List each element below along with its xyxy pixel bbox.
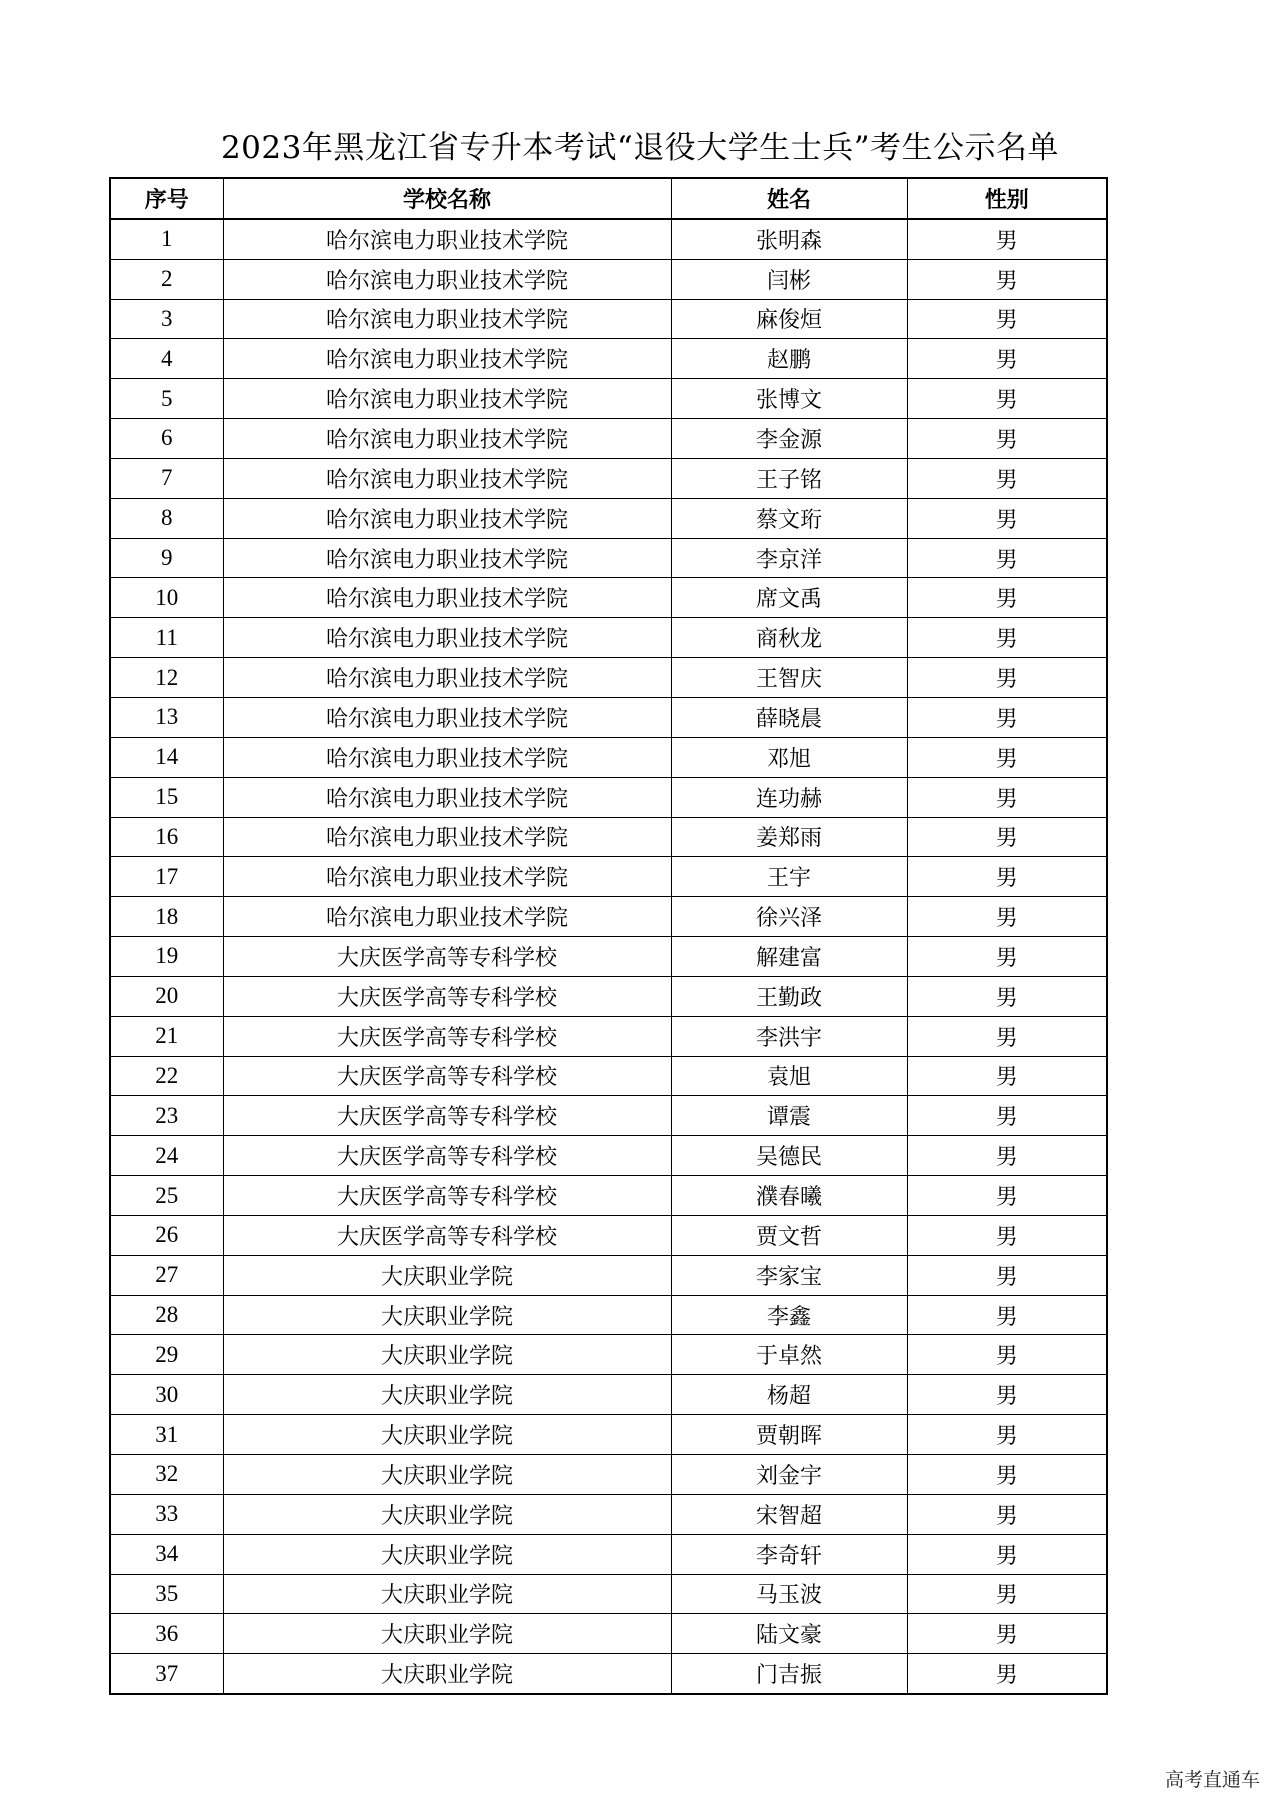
table-row xyxy=(110,777,1107,817)
cell-school: 大庆职业学院 xyxy=(223,1415,671,1455)
cell-gender: 男 xyxy=(907,857,1107,897)
cell-name: 席文禹 xyxy=(671,578,907,618)
cell-school: 大庆医学高等专科学校 xyxy=(223,1176,671,1216)
cell-gender: 男 xyxy=(907,737,1107,777)
table-row xyxy=(110,737,1107,777)
table-row xyxy=(110,897,1107,937)
cell-index: 9 xyxy=(110,538,223,578)
cell-school: 大庆医学高等专科学校 xyxy=(223,976,671,1016)
cell-school: 大庆医学高等专科学校 xyxy=(223,937,671,977)
cell-gender: 男 xyxy=(907,937,1107,977)
table-row xyxy=(110,498,1107,538)
header-name: 姓名 xyxy=(671,178,907,219)
table-row xyxy=(110,1096,1107,1136)
cell-gender: 男 xyxy=(907,1215,1107,1255)
cell-gender: 男 xyxy=(907,1415,1107,1455)
header-index: 序号 xyxy=(110,178,223,219)
cell-school: 大庆职业学院 xyxy=(223,1574,671,1614)
cell-gender: 男 xyxy=(907,1455,1107,1495)
cell-gender: 男 xyxy=(907,976,1107,1016)
cell-index: 16 xyxy=(110,817,223,857)
cell-gender: 男 xyxy=(907,1176,1107,1216)
table-row xyxy=(110,1056,1107,1096)
cell-name: 马玉波 xyxy=(671,1574,907,1614)
cell-school: 大庆医学高等专科学校 xyxy=(223,1136,671,1176)
cell-index: 23 xyxy=(110,1096,223,1136)
cell-index: 30 xyxy=(110,1375,223,1415)
cell-school: 哈尔滨电力职业技术学院 xyxy=(223,578,671,618)
candidate-table xyxy=(109,177,1108,1695)
table-row xyxy=(110,1455,1107,1495)
table-row xyxy=(110,339,1107,379)
cell-index: 5 xyxy=(110,379,223,419)
cell-name: 门吉振 xyxy=(671,1654,907,1694)
table-row xyxy=(110,419,1107,459)
cell-index: 18 xyxy=(110,897,223,937)
cell-name: 谭震 xyxy=(671,1096,907,1136)
cell-index: 10 xyxy=(110,578,223,618)
cell-name: 贾文哲 xyxy=(671,1215,907,1255)
table-body xyxy=(110,219,1107,1694)
watermark: 高考直通车 xyxy=(1164,1769,1260,1791)
cell-index: 6 xyxy=(110,419,223,459)
cell-index: 11 xyxy=(110,618,223,658)
table-row xyxy=(110,538,1107,578)
cell-name: 薛晓晨 xyxy=(671,697,907,737)
table-row xyxy=(110,1215,1107,1255)
table-row xyxy=(110,618,1107,658)
cell-index: 36 xyxy=(110,1614,223,1654)
cell-school: 大庆医学高等专科学校 xyxy=(223,1016,671,1056)
cell-school: 大庆职业学院 xyxy=(223,1614,671,1654)
table-row xyxy=(110,219,1107,259)
cell-index: 26 xyxy=(110,1215,223,1255)
cell-name: 连功赫 xyxy=(671,777,907,817)
cell-name: 邓旭 xyxy=(671,737,907,777)
cell-name: 王勤政 xyxy=(671,976,907,1016)
cell-gender: 男 xyxy=(907,419,1107,459)
cell-gender: 男 xyxy=(907,1494,1107,1534)
cell-name: 陆文豪 xyxy=(671,1614,907,1654)
table-row xyxy=(110,379,1107,419)
cell-index: 15 xyxy=(110,777,223,817)
cell-school: 大庆职业学院 xyxy=(223,1654,671,1694)
cell-school: 大庆职业学院 xyxy=(223,1255,671,1295)
cell-index: 21 xyxy=(110,1016,223,1056)
cell-index: 37 xyxy=(110,1654,223,1694)
cell-gender: 男 xyxy=(907,897,1107,937)
cell-name: 王宇 xyxy=(671,857,907,897)
cell-name: 李鑫 xyxy=(671,1295,907,1335)
cell-gender: 男 xyxy=(907,498,1107,538)
cell-name: 解建富 xyxy=(671,937,907,977)
cell-gender: 男 xyxy=(907,1016,1107,1056)
table-header-row xyxy=(110,178,1107,219)
cell-school: 大庆职业学院 xyxy=(223,1455,671,1495)
cell-index: 35 xyxy=(110,1574,223,1614)
cell-school: 哈尔滨电力职业技术学院 xyxy=(223,777,671,817)
cell-name: 李金源 xyxy=(671,419,907,459)
cell-gender: 男 xyxy=(907,1255,1107,1295)
table-row xyxy=(110,1654,1107,1694)
cell-gender: 男 xyxy=(907,1614,1107,1654)
cell-index: 20 xyxy=(110,976,223,1016)
cell-name: 张博文 xyxy=(671,379,907,419)
table-row xyxy=(110,1534,1107,1574)
cell-index: 2 xyxy=(110,259,223,299)
cell-school: 哈尔滨电力职业技术学院 xyxy=(223,259,671,299)
table-row xyxy=(110,299,1107,339)
cell-name: 姜郑雨 xyxy=(671,817,907,857)
table-row xyxy=(110,1375,1107,1415)
cell-index: 4 xyxy=(110,339,223,379)
cell-name: 蔡文珩 xyxy=(671,498,907,538)
cell-name: 闫彬 xyxy=(671,259,907,299)
cell-name: 刘金宇 xyxy=(671,1455,907,1495)
cell-school: 哈尔滨电力职业技术学院 xyxy=(223,817,671,857)
cell-gender: 男 xyxy=(907,299,1107,339)
cell-index: 8 xyxy=(110,498,223,538)
cell-name: 于卓然 xyxy=(671,1335,907,1375)
cell-name: 李家宝 xyxy=(671,1255,907,1295)
cell-school: 大庆医学高等专科学校 xyxy=(223,1056,671,1096)
cell-school: 哈尔滨电力职业技术学院 xyxy=(223,897,671,937)
table-row xyxy=(110,1295,1107,1335)
cell-index: 25 xyxy=(110,1176,223,1216)
cell-gender: 男 xyxy=(907,1096,1107,1136)
cell-index: 29 xyxy=(110,1335,223,1375)
cell-school: 哈尔滨电力职业技术学院 xyxy=(223,379,671,419)
cell-gender: 男 xyxy=(907,578,1107,618)
table-row xyxy=(110,857,1107,897)
table-row xyxy=(110,259,1107,299)
header-gender: 性别 xyxy=(907,178,1107,219)
cell-name: 李奇轩 xyxy=(671,1534,907,1574)
cell-school: 大庆医学高等专科学校 xyxy=(223,1215,671,1255)
cell-school: 哈尔滨电力职业技术学院 xyxy=(223,419,671,459)
cell-name: 李洪宇 xyxy=(671,1016,907,1056)
cell-gender: 男 xyxy=(907,1056,1107,1096)
cell-gender: 男 xyxy=(907,777,1107,817)
cell-gender: 男 xyxy=(907,219,1107,259)
cell-gender: 男 xyxy=(907,1574,1107,1614)
table-row xyxy=(110,458,1107,498)
cell-gender: 男 xyxy=(907,658,1107,698)
cell-school: 大庆职业学院 xyxy=(223,1494,671,1534)
cell-index: 19 xyxy=(110,937,223,977)
cell-gender: 男 xyxy=(907,817,1107,857)
cell-school: 哈尔滨电力职业技术学院 xyxy=(223,618,671,658)
cell-school: 哈尔滨电力职业技术学院 xyxy=(223,498,671,538)
cell-index: 1 xyxy=(110,219,223,259)
table-row xyxy=(110,1335,1107,1375)
cell-name: 杨超 xyxy=(671,1375,907,1415)
cell-index: 34 xyxy=(110,1534,223,1574)
cell-school: 哈尔滨电力职业技术学院 xyxy=(223,857,671,897)
cell-gender: 男 xyxy=(907,259,1107,299)
cell-gender: 男 xyxy=(907,1654,1107,1694)
cell-name: 袁旭 xyxy=(671,1056,907,1096)
cell-name: 商秋龙 xyxy=(671,618,907,658)
cell-index: 12 xyxy=(110,658,223,698)
cell-gender: 男 xyxy=(907,1534,1107,1574)
cell-school: 大庆职业学院 xyxy=(223,1335,671,1375)
cell-gender: 男 xyxy=(907,1375,1107,1415)
cell-index: 13 xyxy=(110,697,223,737)
cell-name: 李京洋 xyxy=(671,538,907,578)
cell-index: 33 xyxy=(110,1494,223,1534)
page-title: 2023年黑龙江省专升本考试“退役大学生士兵”考生公示名单 xyxy=(220,130,1060,166)
cell-index: 31 xyxy=(110,1415,223,1455)
cell-index: 7 xyxy=(110,458,223,498)
table-row xyxy=(110,1136,1107,1176)
cell-name: 麻俊烜 xyxy=(671,299,907,339)
cell-name: 贾朝晖 xyxy=(671,1415,907,1455)
table-row xyxy=(110,1574,1107,1614)
cell-school: 哈尔滨电力职业技术学院 xyxy=(223,737,671,777)
cell-index: 28 xyxy=(110,1295,223,1335)
cell-school: 哈尔滨电力职业技术学院 xyxy=(223,538,671,578)
cell-school: 大庆职业学院 xyxy=(223,1375,671,1415)
table-row xyxy=(110,697,1107,737)
cell-school: 哈尔滨电力职业技术学院 xyxy=(223,458,671,498)
table-row xyxy=(110,578,1107,618)
cell-school: 哈尔滨电力职业技术学院 xyxy=(223,299,671,339)
table-row xyxy=(110,976,1107,1016)
cell-name: 王子铭 xyxy=(671,458,907,498)
cell-index: 14 xyxy=(110,737,223,777)
cell-school: 大庆职业学院 xyxy=(223,1295,671,1335)
table-row xyxy=(110,1016,1107,1056)
cell-gender: 男 xyxy=(907,618,1107,658)
cell-gender: 男 xyxy=(907,697,1107,737)
cell-school: 哈尔滨电力职业技术学院 xyxy=(223,219,671,259)
cell-gender: 男 xyxy=(907,538,1107,578)
table-row xyxy=(110,1176,1107,1216)
table-row xyxy=(110,658,1107,698)
cell-index: 24 xyxy=(110,1136,223,1176)
cell-school: 大庆职业学院 xyxy=(223,1534,671,1574)
cell-index: 17 xyxy=(110,857,223,897)
table-row xyxy=(110,1614,1107,1654)
cell-index: 22 xyxy=(110,1056,223,1096)
cell-gender: 男 xyxy=(907,339,1107,379)
cell-index: 3 xyxy=(110,299,223,339)
cell-school: 哈尔滨电力职业技术学院 xyxy=(223,658,671,698)
table-row xyxy=(110,1494,1107,1534)
table-row xyxy=(110,1255,1107,1295)
cell-gender: 男 xyxy=(907,458,1107,498)
cell-school: 哈尔滨电力职业技术学院 xyxy=(223,697,671,737)
cell-gender: 男 xyxy=(907,379,1107,419)
cell-name: 宋智超 xyxy=(671,1494,907,1534)
cell-name: 吴德民 xyxy=(671,1136,907,1176)
table-row xyxy=(110,1415,1107,1455)
cell-name: 王智庆 xyxy=(671,658,907,698)
cell-name: 徐兴泽 xyxy=(671,897,907,937)
cell-school: 大庆医学高等专科学校 xyxy=(223,1096,671,1136)
cell-index: 27 xyxy=(110,1255,223,1295)
cell-gender: 男 xyxy=(907,1335,1107,1375)
cell-gender: 男 xyxy=(907,1295,1107,1335)
cell-name: 赵鹏 xyxy=(671,339,907,379)
cell-name: 张明森 xyxy=(671,219,907,259)
table-row xyxy=(110,817,1107,857)
cell-name: 濮春曦 xyxy=(671,1176,907,1216)
cell-gender: 男 xyxy=(907,1136,1107,1176)
cell-index: 32 xyxy=(110,1455,223,1495)
header-school: 学校名称 xyxy=(223,178,671,219)
cell-school: 哈尔滨电力职业技术学院 xyxy=(223,339,671,379)
table-row xyxy=(110,937,1107,977)
